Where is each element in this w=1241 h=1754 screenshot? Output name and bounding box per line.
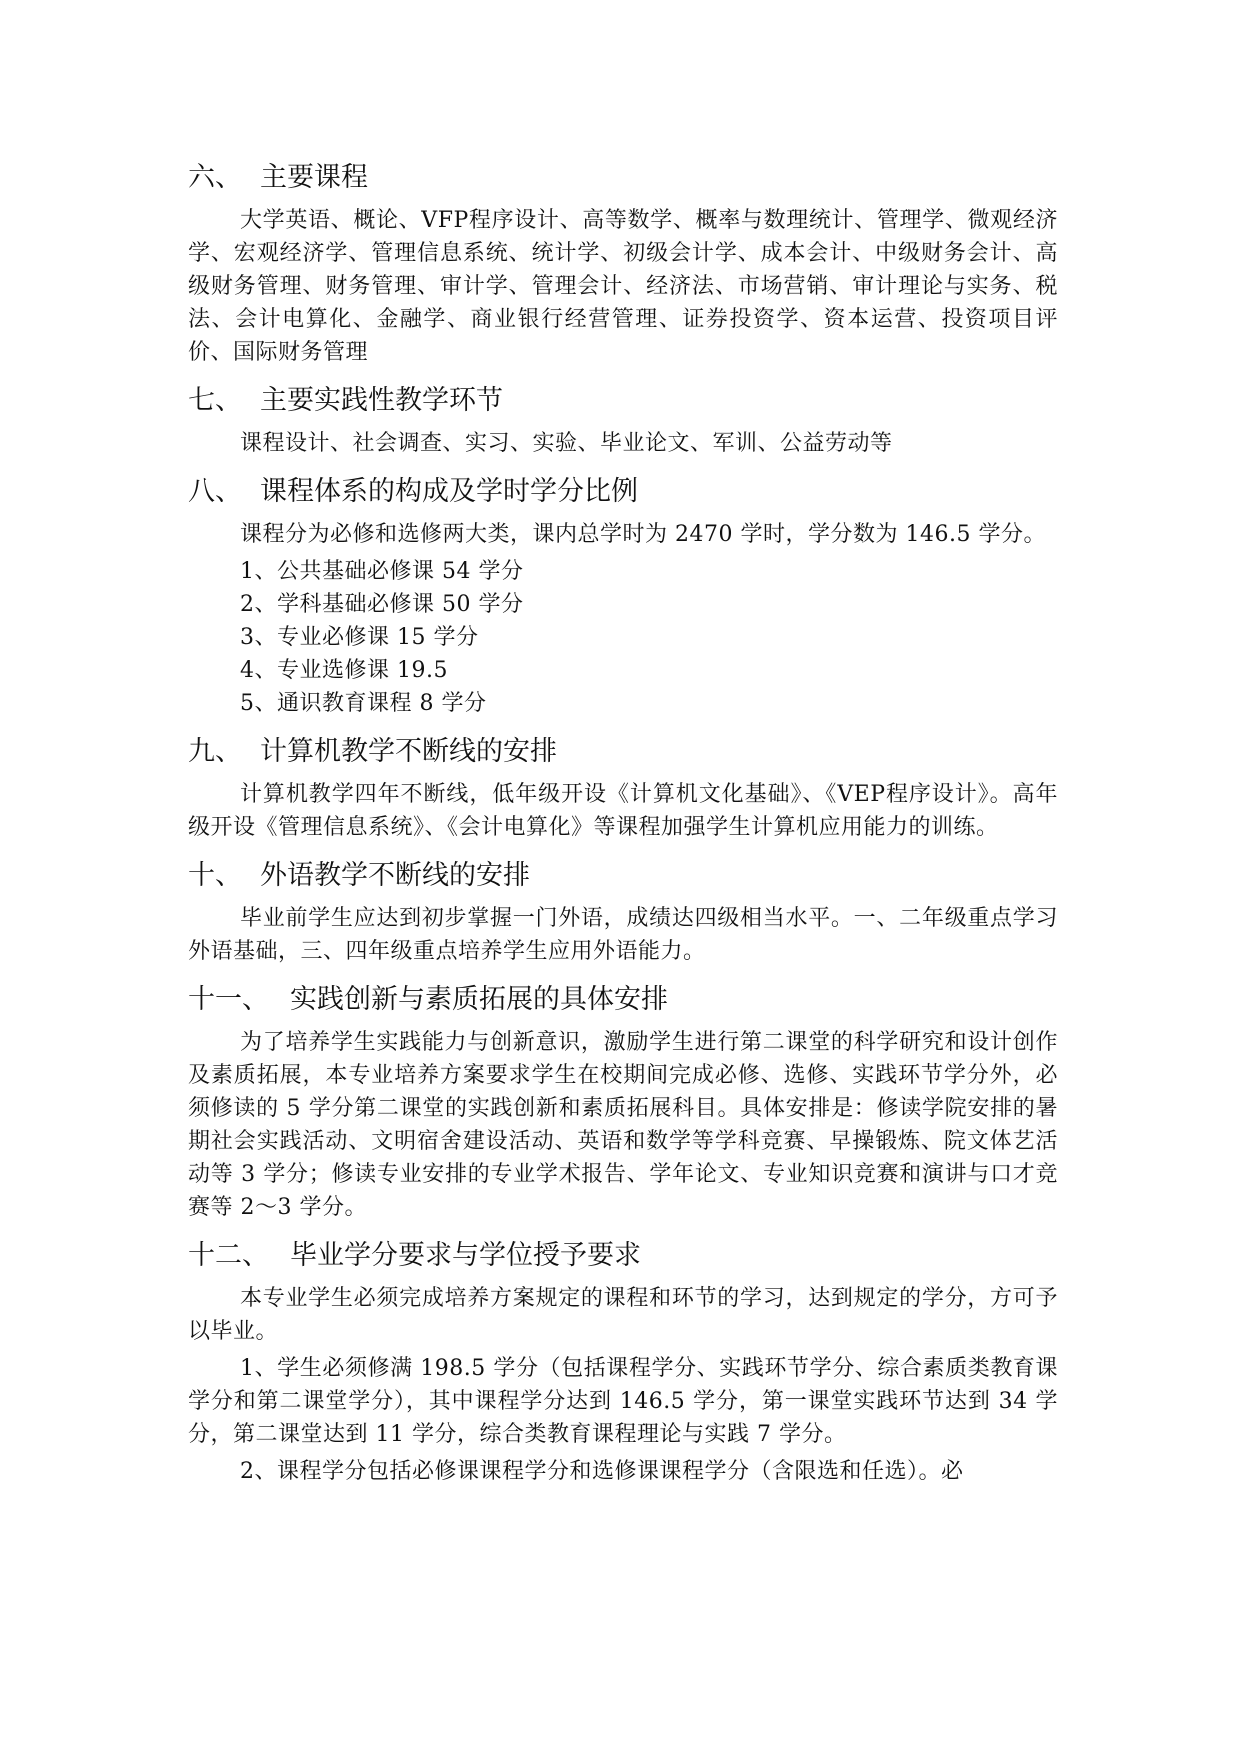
section-heading [188, 858, 1058, 894]
section-title: 外语教学不断线的安排 [260, 860, 530, 891]
list-item: 3、专业必修课 15 学分 [240, 625, 479, 650]
paragraph: 毕业前学生应达到初步掌握一门外语，成绩达四级相当水平。一、二年级重点学习外语基础，三、四年级重点培养学生应用外语能力。 [188, 906, 1058, 964]
paragraph: 计算机教学四年不断线，低年级开设《计算机文化基础》、《VEP程序设计》。高年级开设《管理信息系统》、《会计电算化》等课程加强学生计算机应用能力的训练。 [188, 782, 1058, 840]
paragraph: 课程分为必修和选修两大类，课内总学时为 2470 学时，学分数为 146.5 学分。 [240, 522, 1046, 547]
section-practice-links [188, 383, 1058, 460]
list-item: 2、学科基础必修课 50 学分 [240, 592, 524, 617]
section-graduation-requirements [188, 1238, 1058, 1488]
section-number: 十一、 [188, 984, 269, 1015]
paragraph: 课程设计、社会调查、实习、实验、毕业论文、军训、公益劳动等 [240, 431, 893, 456]
section-innovation-quality [188, 982, 1058, 1224]
section-heading [188, 383, 1058, 419]
section-foreign-language [188, 858, 1058, 968]
section-number: 十、 [188, 860, 242, 891]
section-title: 主要实践性教学环节 [260, 385, 503, 416]
paragraph: 为了培养学生实践能力与创新意识，激励学生进行第二课堂的科学研究和设计创作及素质拓展，本专业培养方案要求学生在校期间完成必修、选修、实践环节学分外，必须修读的 5 学分第二课堂的实践创新和素质拓展科目。具体安排是：修读学院安排的暑期社会实践活动、文明宿舍建设活动、英语和数学等学科竞赛、早操锻炼、院文体艺活动等 3 学分；修读专业安排的专业学术报告、学年论文、专业知识竞赛和演讲与口才竞赛等 2～3 学分。 [188, 1030, 1058, 1220]
section-number: 十二、 [188, 1240, 269, 1271]
section-computer-teaching [188, 734, 1058, 844]
paragraph: 本专业学生必须完成培养方案规定的课程和环节的学习，达到规定的学分，方可予以毕业。 [188, 1286, 1058, 1344]
list-item: 5、通识教育课程 8 学分 [240, 691, 487, 716]
list-item: 4、专业选修课 19.5 [240, 658, 448, 683]
section-main-courses [188, 160, 1058, 369]
section-heading [188, 734, 1058, 770]
section-course-structure [188, 474, 1058, 720]
section-title: 课程体系的构成及学时学分比例 [260, 476, 638, 507]
section-number: 七、 [188, 385, 242, 416]
section-heading [188, 474, 1058, 510]
section-number: 六、 [188, 162, 242, 193]
section-title: 计算机教学不断线的安排 [260, 736, 557, 767]
paragraph: 1、学生必须修满 198.5 学分（包括课程学分、实践环节学分、综合素质类教育课学分和第二课堂学分），其中课程学分达到 146.5 学分，第一课堂实践环节达到 34 学分，第二课堂达到 11 学分，综合类教育课程理论与实践 7 学分。 [188, 1356, 1058, 1447]
section-heading [188, 982, 1058, 1018]
section-number: 九、 [188, 736, 242, 767]
section-title: 毕业学分要求与学位授予要求 [290, 1240, 641, 1271]
section-heading [188, 160, 1058, 196]
paragraph: 大学英语、概论、VFP程序设计、高等数学、概率与数理统计、管理学、微观经济学、宏观经济学、管理信息系统、统计学、初级会计学、成本会计、中级财务会计、高级财务管理、财务管理、审计学、管理会计、经济法、市场营销、审计理论与实务、税法、会计电算化、金融学、商业银行经营管理、证券投资学、资本运营、投资项目评价、国际财务管理 [188, 208, 1058, 365]
list-item: 1、公共基础必修课 54 学分 [240, 559, 524, 584]
section-title: 主要课程 [260, 162, 368, 193]
paragraph: 2、课程学分包括必修课课程学分和选修课课程学分（含限选和任选）。必 [240, 1459, 964, 1484]
section-heading [188, 1238, 1058, 1274]
section-number: 八、 [188, 476, 242, 507]
document-page [188, 160, 1058, 1502]
section-title: 实践创新与素质拓展的具体安排 [290, 984, 668, 1015]
